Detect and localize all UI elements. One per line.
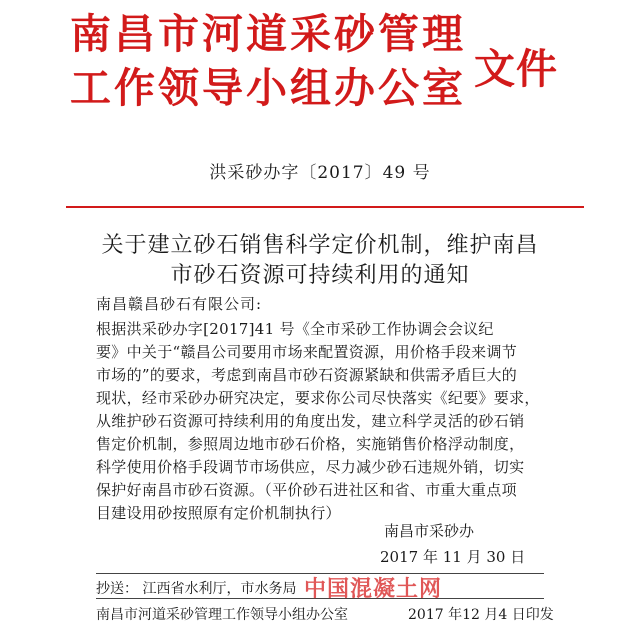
body-line: 要》中关于“赣昌公司要用市场来配置资源，用价格手段来调节	[96, 343, 518, 361]
cc-list: 抄送： 江西省水利厅，市水务局	[96, 581, 297, 597]
watermark: 中国混凝土网	[304, 577, 443, 602]
body-line: 从维护砂石资源可持续利用的角度出发，建立科学灵活的砂石销	[96, 412, 525, 430]
issuing-office: 南昌市河道采砂管理工作领导小组办公室	[96, 607, 348, 623]
print-date: 2017 年12 月4 日印发	[408, 607, 554, 623]
body-line: 售定价机制，参照周边地市砂石价格，实施销售价格浮动制度，	[96, 435, 525, 453]
body-line: 目建设用砂按照原有定价机制执行）	[96, 504, 341, 522]
body-line: 科学使用价格手段调节市场供应，尽力减少砂石违规外销，切实	[96, 458, 525, 476]
recipient: 南昌赣昌砂石有限公司:	[96, 295, 263, 313]
header-title-line2: 工作领导小组办公室	[70, 64, 466, 112]
signing-organization: 南昌市采砂办	[384, 522, 475, 540]
header-title-line1: 南昌市河道采砂管理	[70, 10, 466, 58]
notice-title-line2: 市砂石资源可持续利用的通知	[170, 263, 470, 288]
body-line: 现状，经市采砂办研究决定，要求你公司尽快落实《纪要》要求，	[96, 389, 540, 407]
body-line: 根据洪采砂办字[2017]41 号《全市采砂工作协调会会议纪	[96, 320, 494, 338]
body-line: 保护好南昌市砂石资源。（平价砂石进社区和省、市重大重点项	[96, 481, 517, 499]
notice-title-line1: 关于建立砂石销售科学定价机制，维护南昌	[101, 233, 539, 258]
document-number: 洪采砂办字〔2017〕49 号	[209, 163, 431, 183]
body-line: 市场的”的要求，考虑到南昌市砂石资源紧缺和供需矛盾巨大的	[96, 366, 518, 384]
red-divider	[66, 206, 584, 208]
header-title-suffix: 文件	[474, 45, 558, 93]
signing-date: 2017 年 11 月 30 日	[380, 548, 526, 566]
